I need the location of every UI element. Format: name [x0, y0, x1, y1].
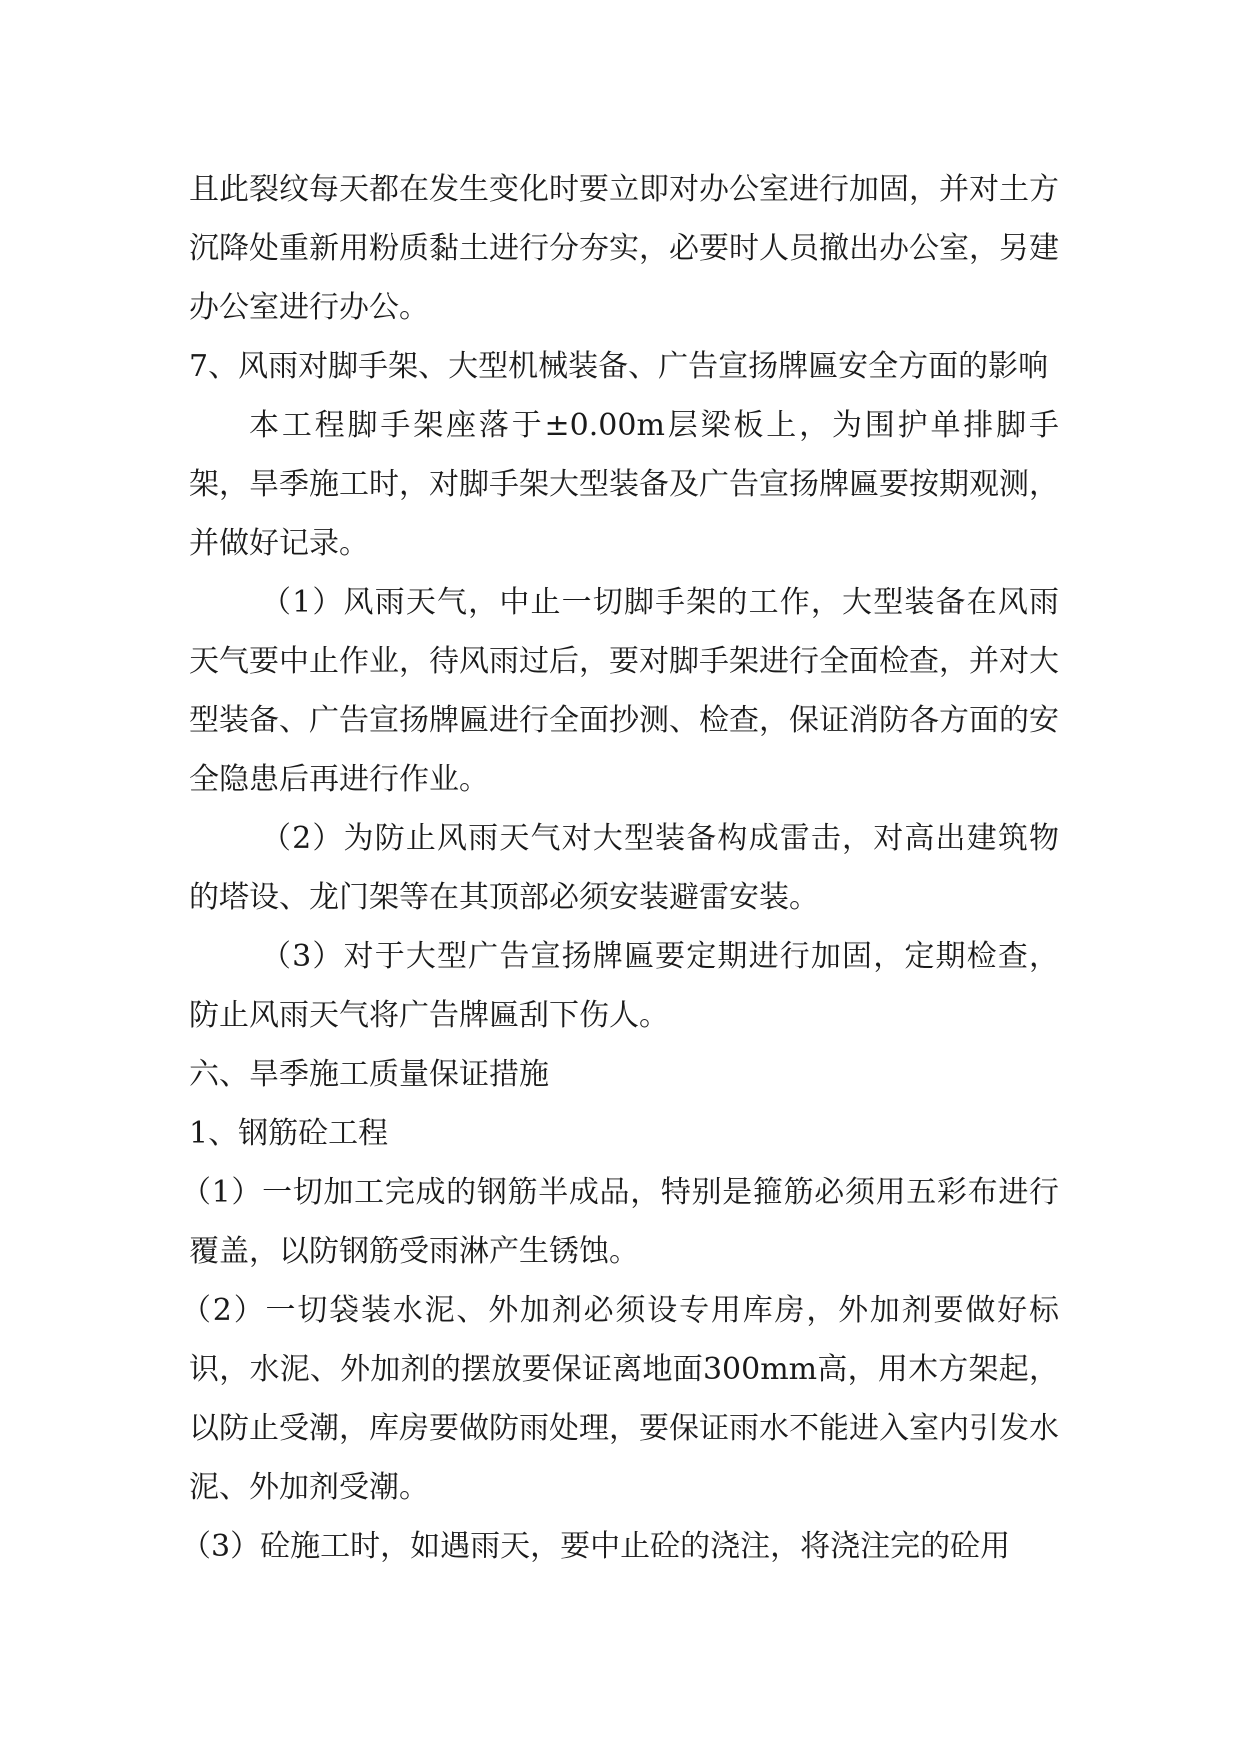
paragraph-concrete-pouring: （3）砼施工时，如遇雨天，要中止砼的浇注，将浇注完的砼用	[181, 1529, 1011, 1564]
document-body	[181, 160, 1059, 1576]
paragraph-item-2-lightning: （2）为防止风雨天气对大型装备构成雷击，对高出建筑物的塔设、龙门架等在其顶部必须安装避雷安装。	[189, 821, 1059, 915]
paragraph-office-cracks: 且此裂纹每天都在发生变化时要立即对办公室进行加固，并对土方沉降处重新用粉质黏土进行分夯实，必要时人员撤出办公室，另建办公室进行办公。	[189, 172, 1059, 325]
heading-quality-measures: 六、旱季施工质量保证措施	[189, 1057, 549, 1092]
paragraph-rebar-cover: （1）一切加工完成的钢筋半成品，特别是箍筋必须用五彩布进行覆盖，以防钢筋受雨淋产生锈蚀。	[181, 1175, 1059, 1269]
heading-wind-rain-scaffold: 7、风雨对脚手架、大型机械装备、广告宣扬牌匾安全方面的影响	[189, 349, 1049, 384]
paragraph-item-3-billboards: （3）对于大型广告宣扬牌匾要定期进行加固，定期检查，防止风雨天气将广告牌匾刮下伤人。	[189, 939, 1059, 1033]
heading-reinforced-concrete: 1、钢筋砼工程	[189, 1116, 389, 1151]
paragraph-item-1-stop-work: （1）风雨天气，中止一切脚手架的工作，大型装备在风雨天气要中止作业，待风雨过后，要对脚手架进行全面检查，并对大型装备、广告宣扬牌匾进行全面抄测、检查，保证消防各方面的安全隐患后再进行作业。	[189, 585, 1059, 797]
paragraph-scaffold-observation: 本工程脚手架座落于±0.00m层梁板上，为围护单排脚手架，旱季施工时，对脚手架大型装备及广告宣扬牌匾要按期观测，并做好记录。	[189, 408, 1059, 561]
paragraph-cement-storage: （2）一切袋装水泥、外加剂必须设专用库房，外加剂要做好标识，水泥、外加剂的摆放要保证离地面300mm高，用木方架起，以防止受潮，库房要做防雨处理，要保证雨水不能进入室内引发水泥、外加剂受潮。	[181, 1293, 1059, 1505]
